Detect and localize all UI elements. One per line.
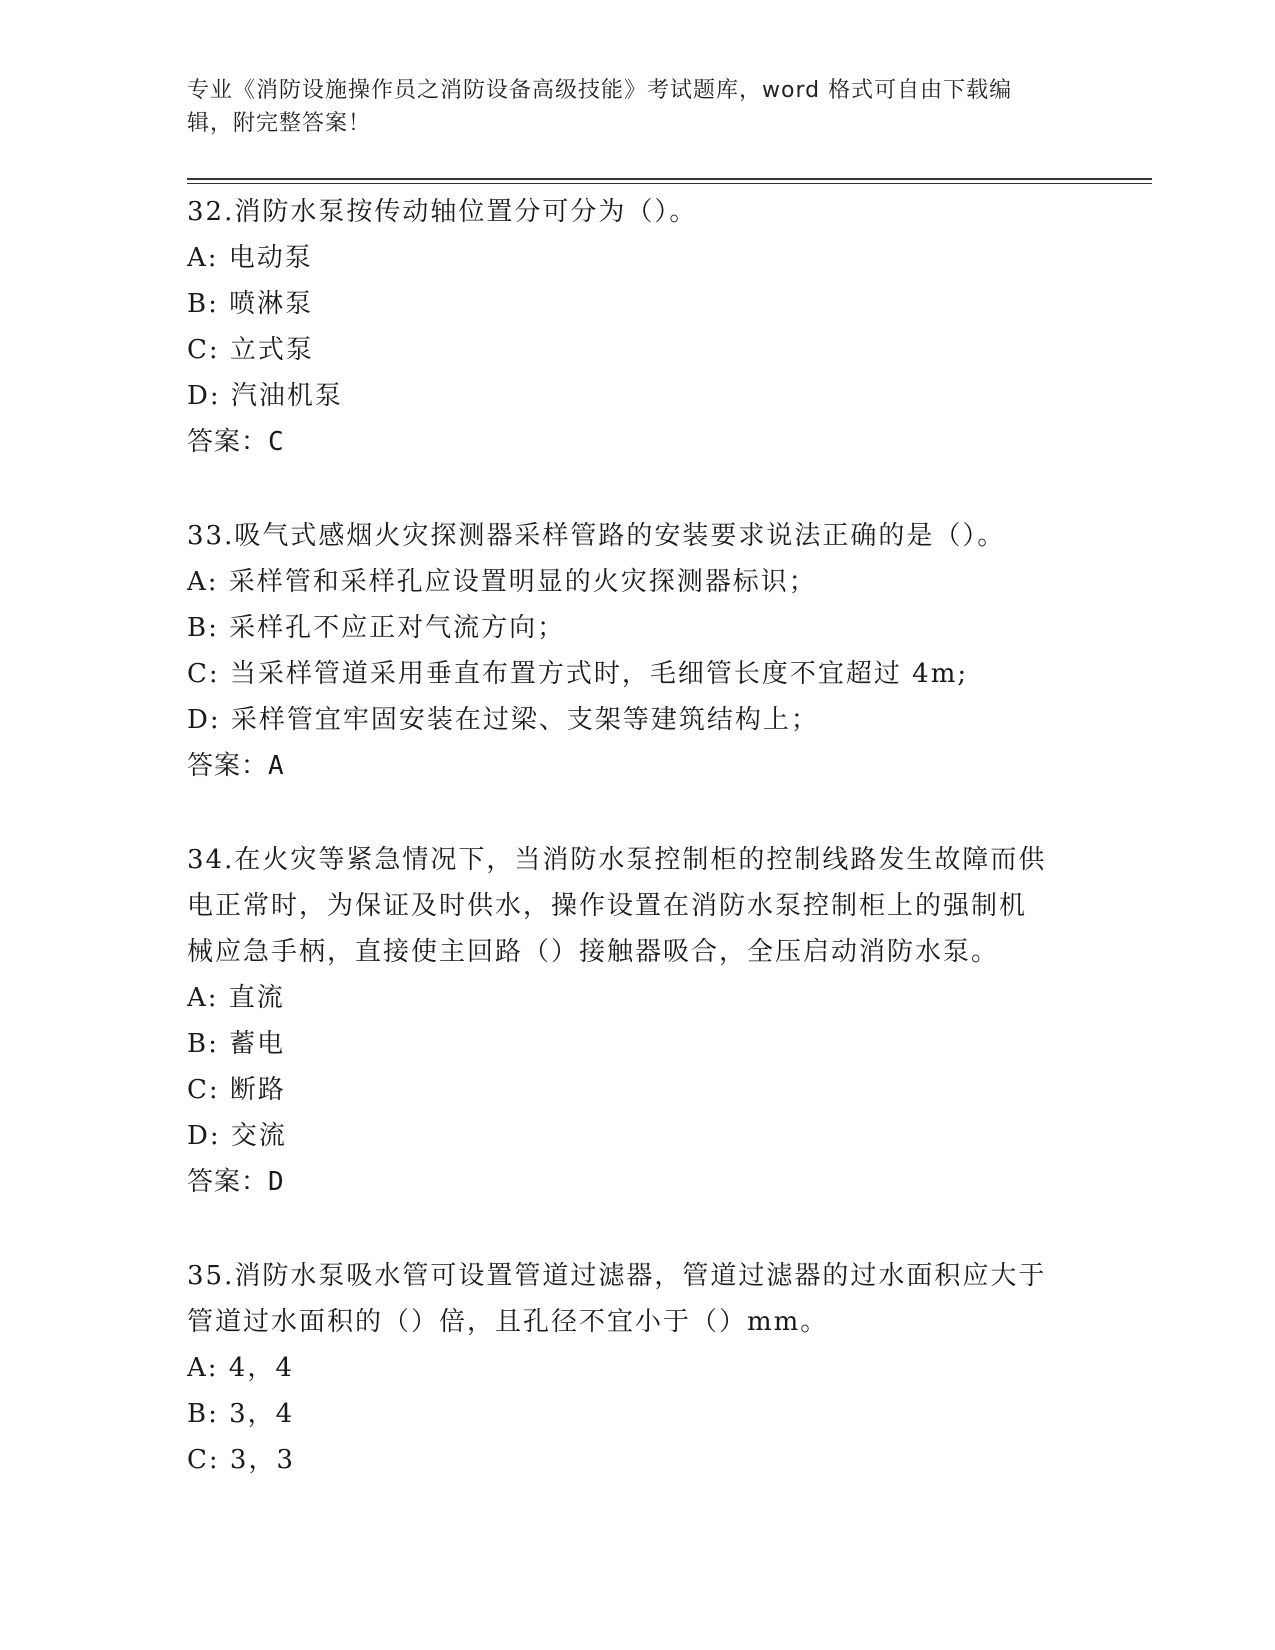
option-d: D: 汽油机泵 (187, 381, 343, 411)
answer-label: 答案： (187, 427, 269, 457)
option-d: D: 交流 (187, 1121, 287, 1151)
option-a: A: 直流 (187, 983, 285, 1013)
question-text-line-1: 35.消防水泵吸水管可设置管道过滤器，管道过滤器的过水面积应大于 (187, 1261, 1047, 1291)
option-a: A: 4，4 (187, 1353, 294, 1383)
question-34 (187, 837, 1087, 1205)
answer-value: D (268, 1167, 285, 1197)
question-text-line-1: 34.在火灾等紧急情况下，当消防水泵控制柜的控制线路发生故障而供 (187, 845, 1047, 875)
option-c: C: 立式泵 (187, 335, 314, 365)
option-c: C: 断路 (187, 1075, 286, 1105)
option-b: B: 采样孔不应正对气流方向； (187, 613, 566, 643)
answer-value: A (268, 751, 285, 781)
question-33 (187, 513, 1087, 789)
question-text: 33.吸气式感烟火灾探测器采样管路的安装要求说法正确的是（）。 (187, 521, 1006, 551)
question-text-line-2: 管道过水面积的（）倍，且孔径不宜小于（）mm。 (187, 1307, 829, 1337)
question-text-line-3: 械应急手柄，直接使主回路（）接触器吸合，全压启动消防水泵。 (187, 937, 1000, 967)
answer-value: C (268, 427, 285, 457)
option-b: B: 喷淋泵 (187, 289, 314, 319)
option-b: B: 蓄电 (187, 1029, 286, 1059)
question-list (187, 189, 1087, 1483)
answer-line (187, 1159, 1087, 1205)
header-line-2: 辑，附完整答案！ (187, 111, 372, 136)
question-text-line-2: 电正常时，为保证及时供水，操作设置在消防水泵控制柜上的强制机 (187, 891, 1028, 921)
option-a: A: 采样管和采样孔应设置明显的火灾探测器标识； (187, 567, 817, 597)
document-header (187, 74, 1067, 140)
question-32 (187, 189, 1087, 465)
option-b: B: 3，4 (187, 1399, 295, 1429)
header-divider-thick (187, 178, 1152, 180)
question-35 (187, 1253, 1087, 1483)
answer-label: 答案： (187, 751, 269, 781)
option-c: C: 当采样管道采用垂直布置方式时，毛细管长度不宜超过 4m; (187, 659, 969, 689)
header-divider-thin (187, 183, 1152, 184)
option-d: D: 采样管宜牢固安装在过梁、支架等建筑结构上； (187, 705, 819, 735)
answer-label: 答案： (187, 1167, 269, 1197)
option-c: C: 3，3 (187, 1445, 296, 1475)
option-a: A: 电动泵 (187, 243, 313, 273)
answer-line (187, 743, 1087, 789)
question-text: 32.消防水泵按传动轴位置分可分为（）。 (187, 197, 698, 227)
answer-line (187, 419, 1087, 465)
header-line-1: 专业《消防设施操作员之消防设备高级技能》考试题库，word 格式可自由下载编 (187, 78, 1013, 103)
